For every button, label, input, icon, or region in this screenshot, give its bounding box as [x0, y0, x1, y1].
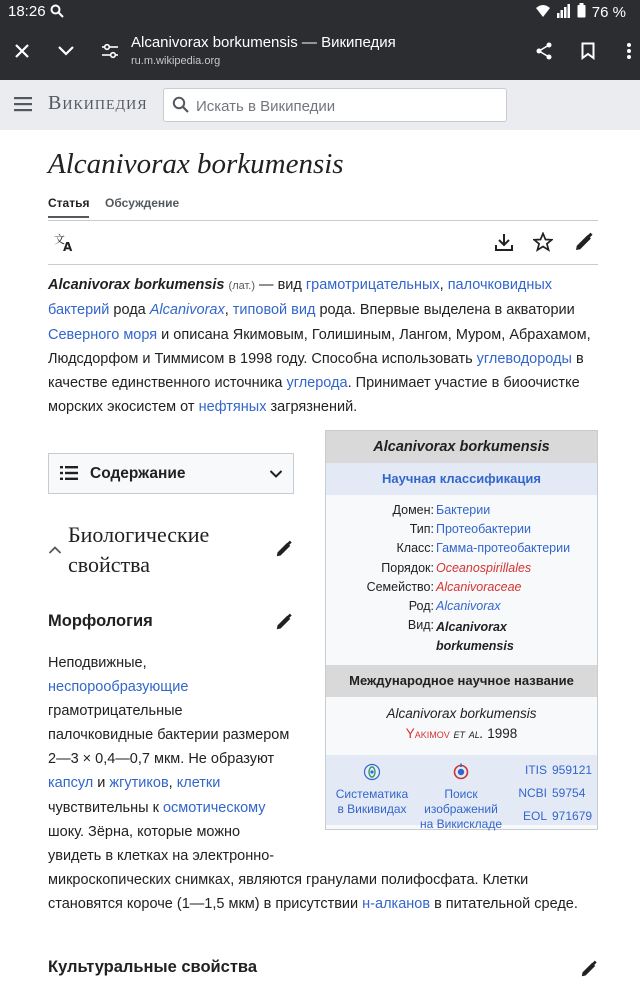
link-oil[interactable]: нефтяных: [198, 399, 267, 416]
identifier-value[interactable]: 971679: [552, 809, 593, 823]
morph-text: палочковидные бактерии размером: [48, 727, 290, 744]
taxobox-key: Род:: [408, 598, 434, 613]
tune-icon: [101, 43, 119, 64]
wikispecies-icon: [332, 763, 412, 785]
link-rod-shaped[interactable]: палочковидных: [447, 277, 553, 293]
more-vertical-icon: [626, 42, 632, 65]
link-non-spore-forming[interactable]: неспорообразующие: [48, 679, 189, 696]
identifier-value[interactable]: 59754: [552, 786, 586, 800]
lead-text: . Принимает участие в биоочистке морских экосистем от: [48, 375, 580, 416]
toc-label: Содержание: [90, 465, 186, 482]
status-bar: [0, 0, 640, 26]
page-actions: [48, 221, 598, 265]
tab-article[interactable]: Статья: [48, 196, 89, 218]
et-al: et al.: [453, 725, 484, 741]
lead-text: рода: [109, 302, 150, 319]
morph-text: в питательной среде.: [430, 895, 578, 912]
battery-level: 76 %: [591, 4, 626, 21]
identifier-key[interactable]: ITIS: [524, 763, 547, 777]
browser-page-title: Alcanivorax borkumensis — Википедия: [131, 34, 396, 51]
identifier-row: [516, 805, 591, 828]
lead-text: загрязнений.: [266, 399, 358, 416]
identifier-key[interactable]: NCBI: [518, 786, 547, 800]
browser-toolbar: [0, 26, 640, 80]
bookmark-button[interactable]: [573, 38, 603, 68]
signal-icon: [557, 4, 571, 22]
translate-icon[interactable]: [54, 232, 74, 257]
wikipedia-logo[interactable]: Википедия: [48, 92, 148, 114]
genus-name: Alcanivorax: [149, 302, 225, 319]
taxobox-value-link[interactable]: Протеобактерии: [436, 522, 531, 537]
commons-icon: [406, 763, 516, 785]
taxobox-intl-header: Международное научное название: [326, 665, 597, 697]
taxobox-row: [326, 599, 597, 618]
page-title: Alcanivorax borkumensis: [48, 148, 344, 180]
morph-text: чувствительны к: [48, 799, 163, 816]
lead-text: в качестве единственного источника: [48, 350, 584, 392]
link-genus[interactable]: [150, 302, 225, 318]
taxobox-value-link[interactable]: Гамма-протеобактерии: [436, 541, 571, 556]
svg-text:A: A: [63, 240, 73, 252]
taxobox-value-link[interactable]: Бактерии: [436, 503, 491, 517]
link-n-alkanes[interactable]: н-алканов: [362, 895, 431, 912]
chevron-down-icon: [57, 44, 75, 62]
wikispecies-link[interactable]: [332, 763, 412, 817]
section-title: Биологические свойства: [68, 522, 210, 577]
wiki-header: [0, 80, 640, 130]
edit-pencil-icon[interactable]: [275, 540, 293, 563]
taxobox-value-redlink[interactable]: Alcanivoraceae: [436, 579, 522, 594]
taxobox-row: [326, 503, 597, 522]
more-options-button[interactable]: [614, 38, 640, 68]
link-gram-negative[interactable]: грамотрицательных: [305, 277, 440, 293]
edit-pencil-icon[interactable]: [574, 232, 594, 257]
lead-text: и описана Якимовым, Голишиным, Лангом, Муром, Абрахамом, Людсдорфом и Тиммисом в 1998 году. Способна использовать: [48, 326, 591, 367]
taxobox-value: Alcanivorax borkumensis: [436, 620, 514, 654]
lang-label: (лат.): [228, 280, 256, 292]
link-type-species[interactable]: типовой вид: [232, 302, 316, 319]
page-tabs: [48, 196, 598, 221]
lead-text: — вид: [255, 277, 306, 293]
link-bacteria[interactable]: бактерий: [48, 302, 110, 319]
share-button[interactable]: [529, 38, 559, 68]
lead-text: ,: [224, 302, 233, 319]
morph-text: грамотрицательные: [48, 703, 183, 720]
tab-talk[interactable]: Обсуждение: [105, 196, 180, 210]
edit-pencil-icon[interactable]: [275, 613, 293, 636]
taxobox-value-redlink[interactable]: Oceanospirillales: [436, 560, 532, 575]
taxobox: [325, 430, 598, 830]
close-tab-button[interactable]: [7, 38, 37, 68]
taxobox-key: Домен:: [392, 503, 434, 517]
link-capsules[interactable]: капсул: [48, 775, 94, 792]
url-block[interactable]: [131, 34, 396, 67]
taxobox-row: [326, 522, 597, 541]
taxobox-key: Порядок:: [381, 560, 434, 575]
sci-name: Alcanivorax borkumensis: [386, 706, 537, 721]
link-hydrocarbons[interactable]: углеводороды: [476, 350, 572, 367]
taxobox-identifiers: [516, 759, 591, 828]
search-box[interactable]: [164, 89, 506, 121]
taxobox-row: [326, 561, 597, 580]
wifi-icon: [535, 4, 551, 22]
link-carbon[interactable]: углерода: [286, 375, 348, 392]
link-osmotic[interactable]: осмотическому: [162, 799, 266, 816]
morph-text: микроскопических снимках, являются гранулами полифосфата. Клетки: [48, 871, 529, 888]
svg-text:文: 文: [54, 233, 65, 246]
list-icon: [60, 465, 78, 486]
subsection-title-morphology: Морфология: [48, 612, 153, 630]
taxobox-row: [326, 618, 597, 657]
subsection-title-culture: Культуральные свойства: [48, 958, 258, 976]
taxobox-key: Вид:: [407, 618, 434, 633]
link-line: Поиск изображений: [424, 787, 498, 816]
lead-paragraph: [48, 273, 600, 420]
link-north-sea[interactable]: Северного моря: [48, 326, 158, 343]
year: 1998: [483, 725, 518, 741]
search-input[interactable]: [194, 93, 498, 119]
bookmark-icon: [581, 42, 595, 65]
author-link[interactable]: Yakimov: [405, 725, 450, 741]
search-icon: [172, 96, 190, 119]
taxobox-external-links: [326, 755, 597, 831]
search-icon: [50, 4, 64, 22]
lead-text: рода. Впервые выделена в акватории: [315, 302, 575, 319]
link-line: на Викискладе: [419, 817, 503, 831]
link-cells[interactable]: клетки: [176, 775, 221, 792]
taxobox-value-link[interactable]: Alcanivorax: [436, 598, 501, 613]
taxobox-row: [326, 580, 597, 599]
battery-icon: [577, 3, 586, 22]
morph-text: и: [93, 775, 110, 792]
identifier-key[interactable]: EOL: [522, 809, 547, 823]
site-settings-button[interactable]: [95, 38, 125, 68]
taxobox-row: [326, 541, 597, 560]
identifier-row: [516, 782, 591, 805]
taxobox-key: Тип:: [409, 522, 434, 537]
minimize-button[interactable]: [51, 38, 81, 68]
morph-text: увидеть в клетках на электронно-: [48, 847, 275, 864]
morph-text: Неподвижные,: [48, 655, 147, 671]
taxobox-rows: [326, 503, 597, 657]
link-line: Систематика: [335, 787, 409, 801]
taxobox-title: Alcanivorax borkumensis: [326, 431, 597, 463]
taxobox-scientific-name: [326, 704, 597, 743]
morph-text: ,: [168, 775, 177, 792]
taxobox-classification-header[interactable]: Научная классификация: [326, 463, 597, 495]
morph-text: 2—3 × 0,4—0,7 мкм. Не образуют: [48, 751, 275, 768]
link-flagella[interactable]: жгутиков: [109, 775, 169, 792]
hamburger-menu-icon[interactable]: [12, 93, 34, 120]
star-icon[interactable]: [533, 232, 553, 257]
share-icon: [535, 42, 553, 65]
lead-species-name: Alcanivorax borkumensis: [48, 277, 225, 293]
close-icon: [14, 43, 30, 64]
chevron-up-icon[interactable]: [48, 542, 62, 560]
table-of-contents[interactable]: [48, 453, 294, 494]
identifier-row: [516, 759, 591, 782]
link-line: в Викивидах: [337, 802, 407, 816]
lead-text: ,: [439, 277, 448, 293]
commons-images-link[interactable]: [406, 763, 516, 832]
taxobox-key: Семейство:: [366, 579, 434, 594]
status-time: 18:26: [8, 3, 46, 20]
browser-domain: ru.m.wikipedia.org: [131, 55, 221, 67]
taxobox-key: Класс:: [396, 541, 434, 556]
chevron-down-icon: [269, 466, 283, 484]
identifier-value[interactable]: 959121: [552, 763, 593, 777]
download-icon[interactable]: [494, 232, 514, 257]
morph-text: шоку. Зёрна, которые можно: [48, 823, 241, 840]
morph-text: становятся короче (1—1,5 мкм) в присутствии: [48, 895, 363, 912]
